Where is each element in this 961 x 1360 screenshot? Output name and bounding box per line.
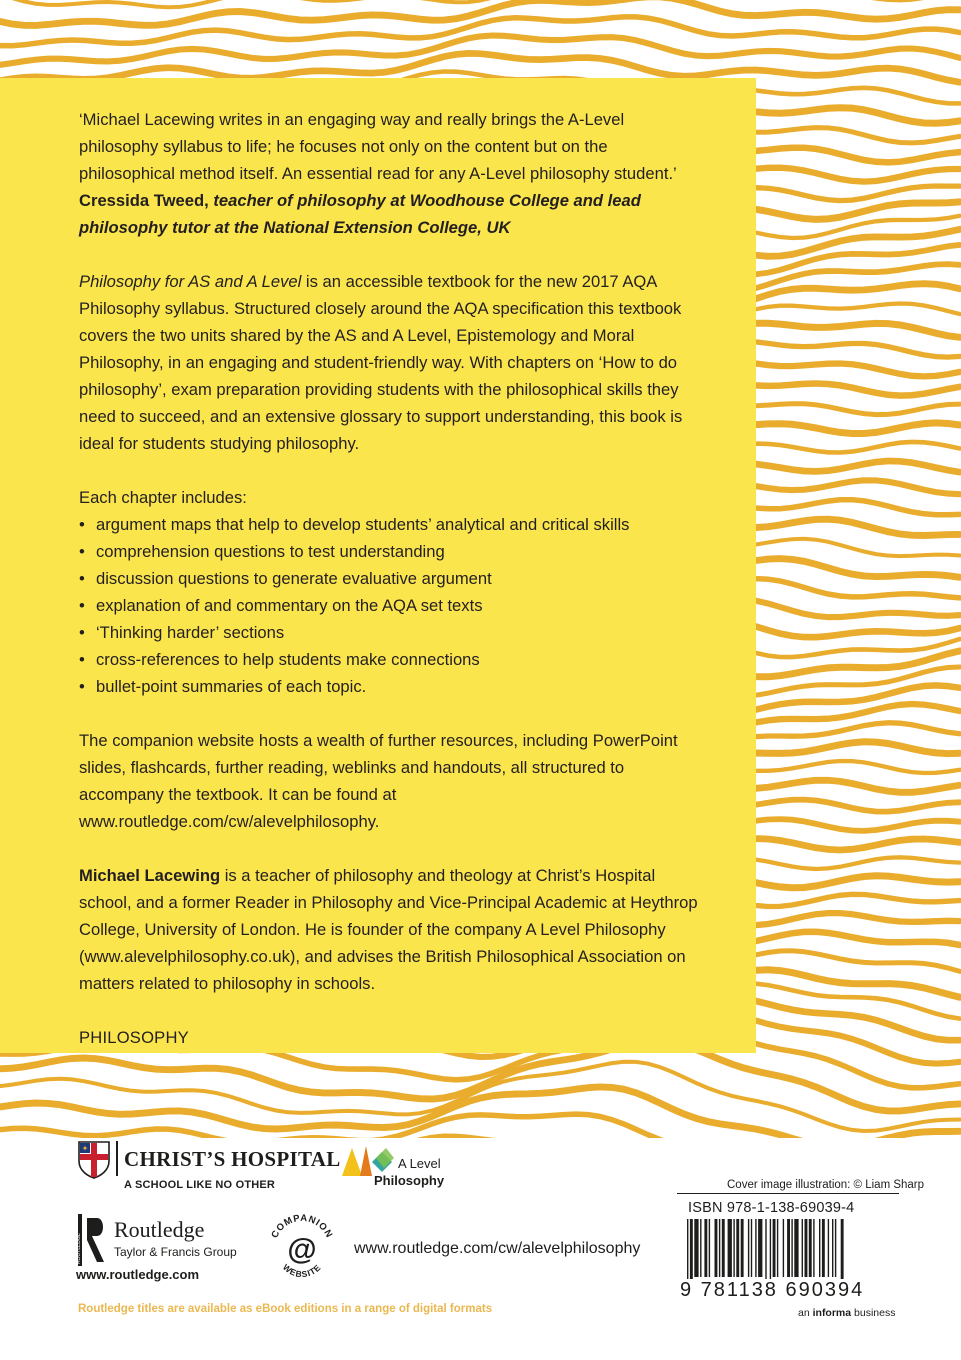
informa-brand: informa bbox=[812, 1307, 852, 1319]
wave-line bbox=[0, 0, 960, 7]
isbn: ISBN 978-1-138-69039-4 bbox=[688, 1200, 855, 1216]
barcode-bar bbox=[841, 1219, 844, 1285]
list-item: • ‘Thinking harder’ sections bbox=[79, 619, 699, 646]
review-quote: ‘Michael Lacewing writes in an engaging way and really brings the A-Level philosophy syllabus to life; he focuses not only on the content but on the philosophical method itself. An essential read for any A-Level philosophy student.’ bbox=[79, 110, 677, 183]
at-sign-icon: @ bbox=[287, 1233, 317, 1266]
informa-prefix: an bbox=[798, 1307, 813, 1319]
companion-website-text: The companion website hosts a wealth of further resources, including PowerPoint slides, flashcards, further reading, weblinks and handouts, all structured to accompany the textbook. It can be found at www.routledge.com/cw/alevelphilosophy. bbox=[79, 731, 678, 831]
list-item: • argument maps that help to develop students’ analytical and critical skills bbox=[79, 511, 699, 538]
barcode-bar bbox=[722, 1219, 725, 1277]
svg-text:✦: ✦ bbox=[81, 1144, 89, 1153]
barcode-bar bbox=[690, 1219, 693, 1285]
christs-hospital-name: CHRIST’S HOSPITAL bbox=[124, 1147, 341, 1171]
author-bio bbox=[79, 862, 699, 997]
barcode-bar bbox=[751, 1219, 752, 1277]
list-item: • comprehension questions to test understanding bbox=[79, 538, 699, 565]
christs-hospital-tagline: A SCHOOL LIKE NO OTHER bbox=[124, 1179, 276, 1191]
barcode-bar bbox=[715, 1219, 718, 1277]
quote-author: Cressida Tweed, bbox=[79, 191, 209, 210]
barcode-bar bbox=[728, 1219, 732, 1277]
barcode-bar bbox=[704, 1219, 707, 1277]
barcode-bar bbox=[709, 1219, 710, 1277]
barcode-bar bbox=[805, 1219, 808, 1277]
blurb-content bbox=[79, 106, 699, 1051]
book-description bbox=[79, 268, 699, 457]
companion-arc-text: COMPANION bbox=[269, 1212, 335, 1241]
a-level-philosophy-logo bbox=[340, 1140, 460, 1190]
routledge-url[interactable]: www.routledge.com bbox=[76, 1267, 200, 1282]
barcode-bar bbox=[770, 1219, 771, 1285]
routledge-r-icon bbox=[78, 1214, 108, 1266]
list-item: • discussion questions to generate evaluative argument bbox=[79, 565, 699, 592]
logo-divider bbox=[116, 1141, 118, 1176]
website-arc-text: WEBSITE bbox=[280, 1261, 324, 1280]
list-item: • bullet-point summaries of each topic. bbox=[79, 673, 699, 700]
shield-icon bbox=[78, 1141, 110, 1179]
barcode-bar bbox=[765, 1219, 766, 1285]
barcode-bar bbox=[809, 1219, 812, 1277]
informa-suffix: business bbox=[851, 1307, 896, 1319]
a-level-text: A Level bbox=[398, 1156, 441, 1171]
barcode-bar bbox=[822, 1219, 825, 1277]
barcode-bar bbox=[802, 1219, 803, 1277]
barcode-number: 9 781138 690394 bbox=[678, 1279, 900, 1302]
barcode-bar bbox=[813, 1219, 814, 1277]
barcode-bar bbox=[755, 1219, 756, 1277]
barcode-bar bbox=[791, 1219, 792, 1277]
barcode-bar bbox=[733, 1219, 734, 1277]
author-bio-text: is a teacher of philosophy and theology at Christ’s Hospital school, and a former Reader in Philosophy and Vice-Principal Academic at Heythrop College, University of London. He is founder of the company A Level Philosophy (www.alevelphilosophy.co.uk), and advises the British Philosophical Association on matters related to philosophy in schools. bbox=[79, 866, 698, 993]
barcode-bar bbox=[758, 1219, 762, 1277]
barcode-bar bbox=[828, 1219, 829, 1277]
barcode bbox=[683, 1219, 895, 1285]
barcode-bar bbox=[687, 1219, 688, 1285]
barcode-bar bbox=[748, 1219, 749, 1277]
quote-attribution bbox=[79, 187, 699, 241]
barcode-bar bbox=[700, 1219, 701, 1277]
barcode-bar bbox=[832, 1219, 833, 1277]
wave-line bbox=[0, 17, 960, 46]
quote-role: teacher of philosophy at Woodhouse College and lead philosophy tutor at the National Extension College, UK bbox=[79, 191, 641, 237]
list-item: • explanation of and commentary on the AQA set texts bbox=[79, 592, 699, 619]
subject-category: PHILOSOPHY bbox=[79, 1028, 189, 1047]
cover-credit: Cover image illustration: © Liam Sharp bbox=[727, 1179, 925, 1191]
barcode-bar bbox=[787, 1219, 790, 1277]
book-description-text: is an accessible textbook for the new 2017 AQA Philosophy syllabus. Structured closely around the AQA specification this textbook covers the two units shared by the AS and A Level, Epistemology and Moral Philosophy, in an engaging and student-friendly way. With chapters on ‘How to do philosophy’, exam preparation providing students with the philosophical skills they need to succeed, and an extensive glossary to support understanding, this book is ideal for students studying philosophy. bbox=[79, 272, 683, 453]
barcode-bar bbox=[773, 1219, 776, 1277]
barcode-bar bbox=[794, 1219, 798, 1277]
list-item: • cross-references to help students make connections bbox=[79, 646, 699, 673]
routledge-name: Routledge bbox=[114, 1217, 205, 1242]
companion-website-url[interactable]: www.routledge.com/cw/alevelphilosophy bbox=[354, 1240, 641, 1257]
barcode-bar bbox=[819, 1219, 820, 1277]
barcode-bar bbox=[719, 1219, 720, 1277]
barcode-bar bbox=[835, 1219, 836, 1277]
barcode-bar bbox=[736, 1219, 739, 1277]
barcode-bar bbox=[741, 1219, 744, 1277]
svg-text:ROUTLEDGE: ROUTLEDGE bbox=[76, 1233, 82, 1264]
features-heading: Each chapter includes: bbox=[79, 488, 247, 507]
philosophy-text: Philosophy bbox=[374, 1173, 445, 1188]
routledge-group: Taylor & Francis Group bbox=[114, 1245, 237, 1259]
barcode-bar bbox=[777, 1219, 778, 1277]
author-name: Michael Lacewing bbox=[79, 866, 221, 885]
barcode-bar bbox=[694, 1219, 698, 1277]
book-title: Philosophy for AS and A Level bbox=[79, 272, 302, 291]
informa-business bbox=[798, 1307, 895, 1319]
ebook-note: Routledge titles are available as eBook editions in a range of digital formats bbox=[78, 1303, 493, 1315]
features-list bbox=[79, 511, 699, 700]
companion-website-badge bbox=[263, 1208, 341, 1286]
barcode-bar bbox=[783, 1219, 784, 1277]
